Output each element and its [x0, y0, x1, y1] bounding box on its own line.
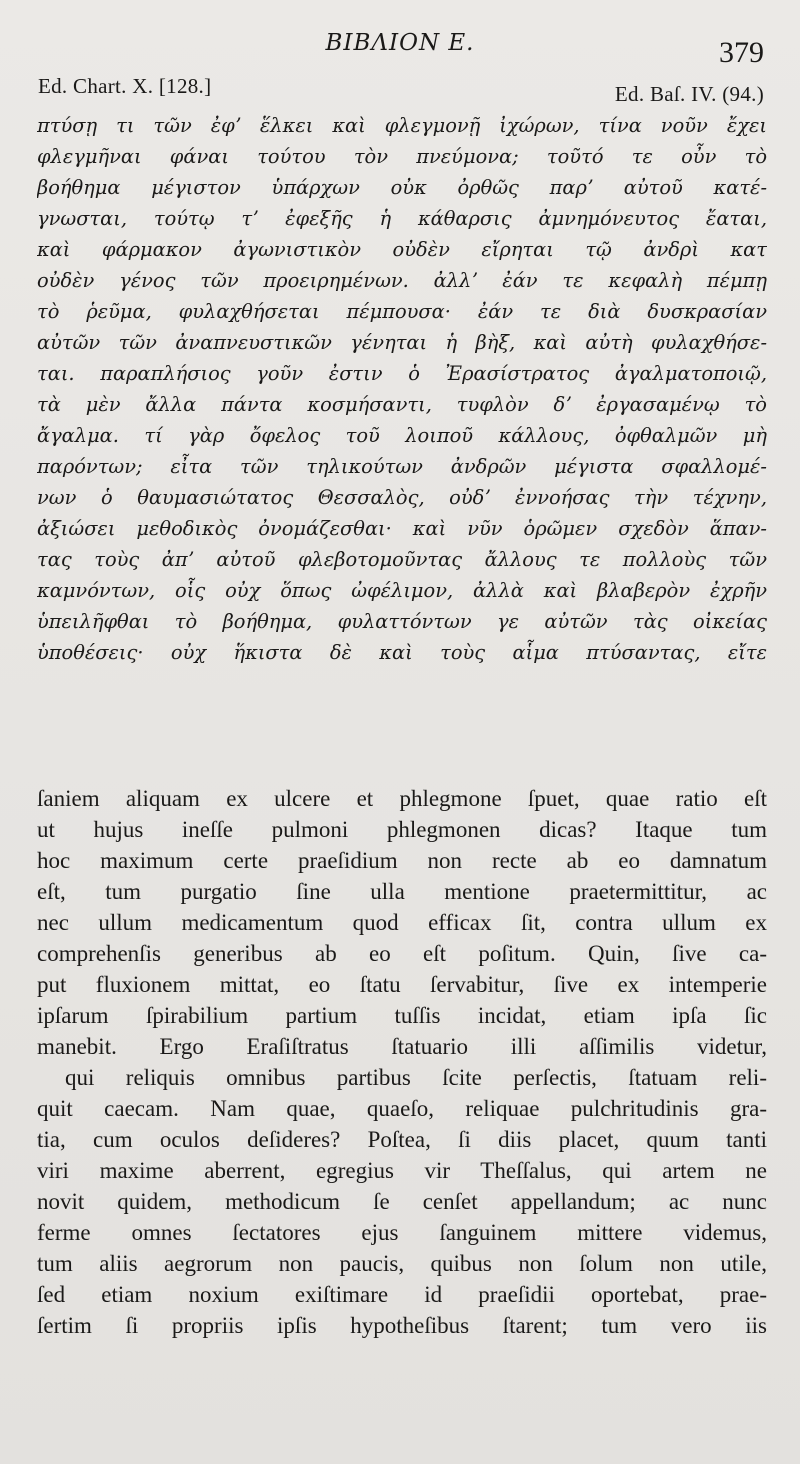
running-head: ΒΙΒΛΙΟΝ Ε. — [325, 30, 475, 56]
latin-line: tia, cum oculos deſideres? Poſtea, ſi diis placet, quum tanti — [37, 1127, 767, 1152]
latin-line: nec ullum medicamentum quod efficax ſit, contra ullum ex — [37, 910, 767, 935]
greek-line: γνωσται, τούτῳ τʼ ἐφεξῆς ἡ κάθαρσις ἀμνημόνευτος ἔαται, — [37, 207, 767, 230]
greek-line: ται. παραπλήσιος γοῦν ἐστιν ὁ Ἐρασίστρατος ἀγαλματοποιῷ, — [37, 362, 767, 385]
edition-reference-basel: Ed. Baſ. IV. (94.) — [614, 82, 764, 106]
latin-line: quit caecam. Nam quae, quaeſo, reliquae pulchritudinis gra- — [37, 1096, 767, 1121]
latin-line: manebit. Ergo Eraſiſtratus ſtatuario illi aſſimilis videtur, — [37, 1034, 767, 1059]
latin-line: ſertim ſi propriis ipſis hypotheſibus ſtarent; tum vero iis — [37, 1313, 767, 1338]
latin-line: ut hujus ineſſe pulmoni phlegmonen dicas? Itaque tum — [37, 817, 767, 842]
greek-line: τας τοὺς ἀπʼ αὐτοῦ φλεβοτομοῦντας ἄλλους τε πολλοὺς τῶν — [37, 548, 767, 571]
greek-line: τὸ ῥεῦμα, φυλαχθήσεται πέμπουσα· ἐάν τε διὰ δυσκρασίαν — [37, 300, 767, 323]
latin-line: ferme omnes ſectatores ejus ſanguinem mittere videmus, — [37, 1220, 767, 1245]
latin-line: novit quidem, methodicum ſe cenſet appellandum; ac nunc — [37, 1189, 767, 1214]
latin-line: hoc maximum certe praeſidium non recte ab eo damnatum — [37, 848, 767, 873]
greek-line: ὑποθέσεις· οὐχ ἥκιστα δὲ καὶ τοὺς αἷμα πτύσαντας, εἴτε — [37, 641, 767, 664]
edition-reference-chartier: Ed. Chart. X. [128.] — [38, 74, 212, 98]
latin-line: put fluxionem mittat, eo ſtatu ſervabitur, ſive ex intemperie — [37, 972, 767, 997]
greek-line: βοήθημα μέγιστον ὑπάρχων οὐκ ὀρθῶς παρʼ αὐτοῦ κατέ- — [37, 176, 767, 199]
greek-line: πτύσῃ τι τῶν ἐφʼ ἕλκει καὶ φλεγμονῇ ἰχώρων, τίνα νοῦν ἔχει — [37, 114, 767, 137]
latin-line: comprehenſis generibus ab eo eſt poſitum. Quin, ſive ca- — [37, 941, 767, 966]
latin-line: viri maxime aberrent, egregius vir Theſſalus, qui artem ne — [37, 1158, 767, 1183]
greek-line: τὰ μὲν ἄλλα πάντα κοσμήσαντι, τυφλὸν δʼ ἐργασαμένῳ τὸ — [37, 393, 767, 416]
greek-line: ὑπειλῆφθαι τὸ βοήθημα, φυλαττόντων γε αὐτῶν τὰς οἰκείας — [37, 610, 767, 633]
page-number: 379 — [719, 36, 764, 69]
latin-line: tum aliis aegrorum non paucis, quibus non ſolum non utile, — [37, 1251, 767, 1276]
latin-text-block — [37, 783, 767, 1341]
latin-line: ſaniem aliquam ex ulcere et phlegmone ſpuet, quae ratio eſt — [37, 786, 767, 811]
latin-line: qui reliquis omnibus partibus ſcite perſectis, ſtatuam reli- — [65, 1065, 767, 1090]
greek-line: παρόντων; εἶτα τῶν τηλικούτων ἀνδρῶν μέγιστα σφαλλομέ- — [37, 455, 767, 478]
greek-line: καὶ φάρμακον ἀγωνιστικὸν οὐδὲν εἴρηται τῷ ἀνδρὶ κατ — [37, 238, 767, 261]
greek-line: οὐδὲν γένος τῶν προειρημένων. ἀλλʼ ἐάν τε κεφαλὴ πέμπῃ — [37, 269, 767, 292]
greek-line: ἄγαλμα. τί γὰρ ὄφελος τοῦ λοιποῦ κάλλους, ὀφθαλμῶν μὴ — [37, 424, 767, 447]
latin-line: eſt, tum purgatio ſine ulla mentione praetermittitur, ac — [37, 879, 767, 904]
latin-line: ſed etiam noxium exiſtimare id praeſidii oportebat, prae- — [37, 1282, 767, 1307]
greek-line: καμνόντων, οἷς οὐχ ὅπως ὠφέλιμον, ἀλλὰ καὶ βλαβερὸν ἐχρῆν — [37, 579, 767, 602]
greek-line: φλεγμῆναι φάναι τούτου τὸν πνεύμονα; τοῦτό τε οὖν τὸ — [37, 145, 767, 168]
greek-line: αὐτῶν τῶν ἀναπνευστικῶν γένηται ἡ βὴξ, καὶ αὐτὴ φυλαχθήσε- — [37, 331, 767, 354]
greek-text-block — [37, 110, 767, 668]
greek-line: νων ὁ θαυμασιώτατος Θεσσαλὸς, οὐδʼ ἐννοήσας τὴν τέχνην, — [37, 486, 767, 509]
greek-line: ἀξιώσει μεθοδικὸς ὀνομάζεσθαι· καὶ νῦν ὁρῶμεν σχεδὸν ἅπαν- — [37, 517, 767, 540]
latin-line: ipſarum ſpirabilium partium tuſſis incidat, etiam ipſa ſic — [37, 1003, 767, 1028]
